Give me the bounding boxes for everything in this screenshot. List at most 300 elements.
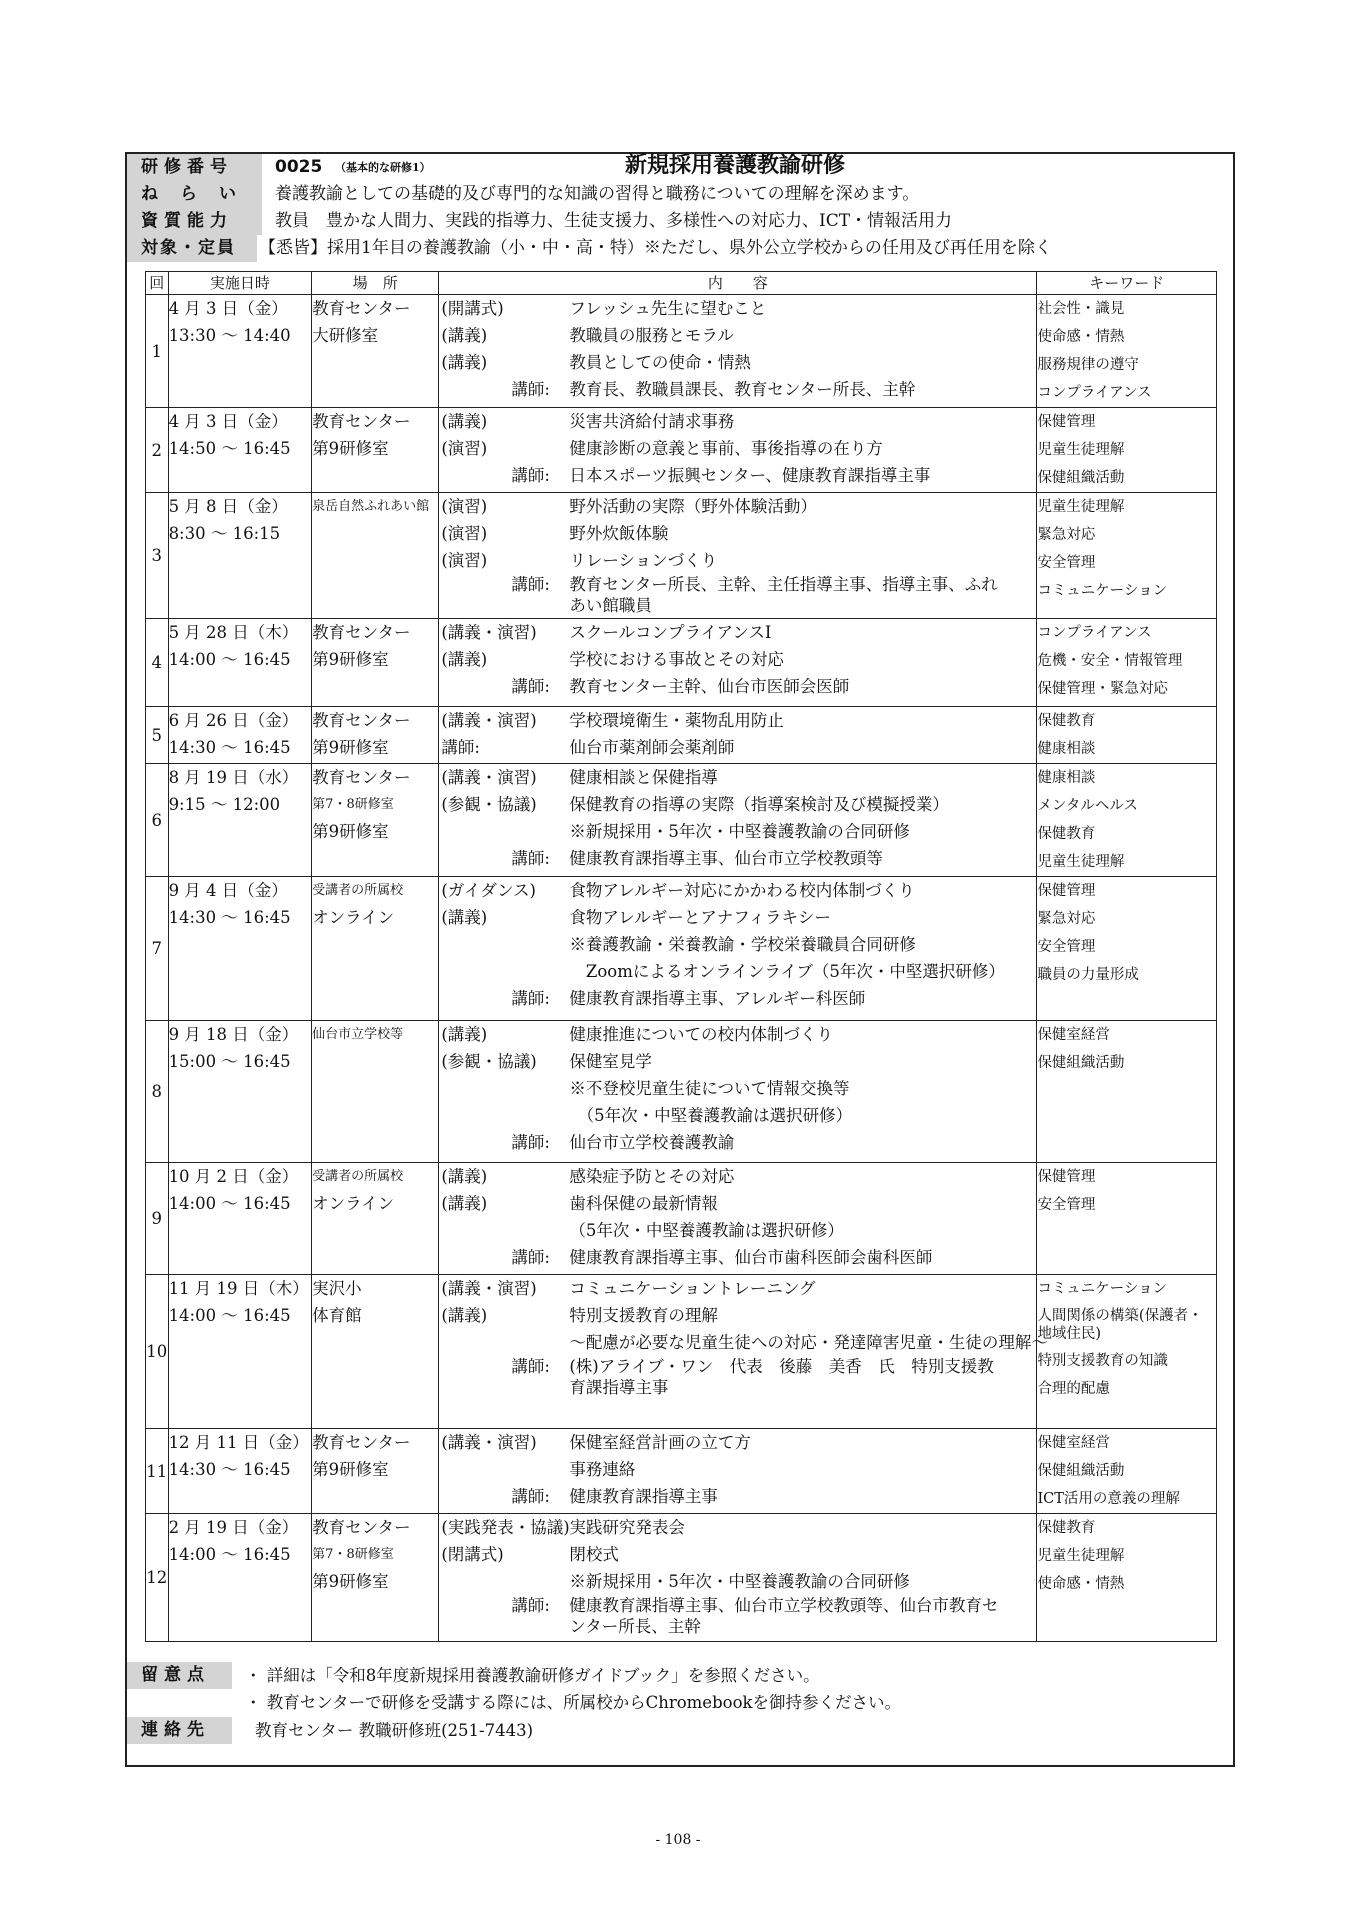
content-type: (講義・演習) — [441, 1279, 537, 1298]
content-type: (参観・協議) — [441, 795, 537, 814]
session-row — [146, 764, 1217, 877]
content-topic: 仙台市薬剤師会薬剤師 — [569, 738, 735, 757]
content-topic: 感染症予防とその対応 — [569, 1167, 735, 1186]
lecturer-names: (株)アライブ・ワン 代表 後藤 美香 氏 特別支援教育課指導主事 — [569, 1357, 994, 1397]
place-line: 教育センター — [312, 299, 411, 318]
session-place — [312, 707, 439, 764]
session-keywords — [1037, 707, 1217, 764]
keyword: 緊急対応 — [1037, 911, 1096, 927]
session-keywords — [1037, 408, 1217, 493]
keyword: 健康相談 — [1037, 741, 1096, 757]
keyword: 保健教育 — [1037, 826, 1096, 842]
content-line — [439, 1541, 1036, 1568]
keyword: 健康相談 — [1037, 770, 1096, 786]
content-topic: （5年次・中堅養護教諭は選択研修） — [569, 1221, 844, 1240]
keyword: 保健管理・緊急対応 — [1037, 681, 1168, 697]
session-time: 14:00 ～ 16:45 — [168, 650, 291, 669]
content-topic: ～配慮が必要な児童生徒への対応・発達障害児童・生徒の理解～ — [569, 1333, 1048, 1352]
keyword: 特別支援教育の知識 — [1037, 1353, 1168, 1369]
content-line — [439, 734, 1036, 761]
session-datetime — [168, 1163, 312, 1275]
keyword: 保健管理 — [1037, 1169, 1096, 1185]
keyword: 保健管理 — [1037, 414, 1096, 430]
lecturer-line — [439, 376, 1036, 403]
lecturer-label: 講師: — [511, 1357, 550, 1376]
session-content — [439, 493, 1037, 619]
aim-label: ねらい — [127, 181, 262, 208]
session-time: 14:00 ～ 16:45 — [168, 1194, 291, 1213]
content-topic: 食物アレルギー対応にかかわる校内体制づくり — [569, 881, 915, 900]
lecturer-line — [439, 1595, 1036, 1639]
content-line — [439, 547, 1036, 574]
content-topic: 歯科保健の最新情報 — [569, 1194, 718, 1213]
content-topic: 実践研究発表会 — [569, 1518, 685, 1537]
keyword: 児童生徒理解 — [1037, 442, 1125, 458]
content-line — [439, 764, 1036, 791]
session-keywords — [1037, 619, 1217, 707]
session-time: 15:00 ～ 16:45 — [168, 1052, 291, 1071]
session-content — [439, 1429, 1037, 1514]
content-type: (参観・協議) — [441, 1052, 537, 1071]
content-type: (講義) — [441, 1025, 488, 1044]
session-content — [439, 1021, 1037, 1163]
content-topic: 災害共済給付請求事務 — [569, 412, 735, 431]
lecturer-line — [439, 1244, 1036, 1271]
keyword: 服務規律の遵守 — [1037, 357, 1139, 373]
session-date: 5 月 8 日（金） — [168, 497, 288, 516]
session-date: 4 月 3 日（金） — [168, 412, 288, 431]
lecturer-label: 講師: — [511, 466, 550, 485]
content-line — [439, 646, 1036, 673]
session-date: 2 月 19 日（金） — [168, 1518, 299, 1537]
lecturer-names: 日本スポーツ振興センター、健康教育課指導主事 — [569, 466, 931, 485]
place-line: 教育センター — [312, 412, 411, 431]
place-line: 第9研修室 — [312, 650, 389, 669]
lecturer-line — [439, 845, 1036, 872]
session-content — [439, 1275, 1048, 1429]
session-row — [146, 1275, 1217, 1429]
note-2: ・ 教育センターで研修を受講する際には、所属校からChromebookを御持参ください。 — [245, 1693, 901, 1712]
keyword: 保健教育 — [1037, 1520, 1096, 1536]
schedule-header-row — [146, 272, 1217, 295]
content-type: (講義・演習) — [441, 1433, 537, 1452]
session-keywords — [1037, 295, 1217, 408]
session-keywords — [1037, 1514, 1217, 1642]
content-topic: 野外炊飯体験 — [569, 524, 669, 543]
session-place — [312, 493, 439, 619]
training-number-note: （基本的な研修1） — [335, 161, 431, 174]
session-row — [146, 295, 1217, 408]
content-line — [439, 349, 1036, 376]
content-type: (講義) — [441, 412, 488, 431]
session-time: 14:30 ～ 16:45 — [168, 908, 291, 927]
session-datetime — [168, 1514, 312, 1642]
place-line: 体育館 — [312, 1306, 362, 1325]
content-topic: 健康推進についての校内体制づくり — [569, 1025, 834, 1044]
session-datetime — [168, 707, 312, 764]
session-keywords — [1037, 764, 1217, 877]
header-date: 実施日時 — [168, 272, 312, 295]
contact-label: 連絡先 — [127, 1717, 232, 1744]
keyword: コンプライアンス — [1037, 385, 1152, 401]
header-target-row — [127, 235, 1233, 262]
content-type: (講義) — [441, 1167, 488, 1186]
content-topic: リレーションづくり — [569, 551, 718, 570]
content-type: (講義) — [441, 326, 488, 345]
place-line: 教育センター — [312, 623, 411, 642]
place-line: 第7・8研修室 — [312, 797, 394, 812]
lecturer-line — [439, 1356, 1036, 1400]
content-line — [439, 877, 1036, 904]
keyword: 保健管理 — [1037, 883, 1096, 899]
content-topic: 保健教育の指導の実際（指導案検討及び模擬授業） — [569, 795, 949, 814]
content-line — [439, 904, 1036, 931]
place-line: 第7・8研修室 — [312, 1547, 394, 1562]
session-keywords — [1037, 493, 1217, 619]
content-topic: 学校環境衛生・薬物乱用防止 — [569, 711, 784, 730]
session-place — [312, 1275, 439, 1429]
content-line — [439, 1275, 1036, 1302]
lecturer-names: 健康教育課指導主事、仙台市立学校教頭等、仙台市教育センター所長、主幹 — [569, 1596, 999, 1636]
ability-label: 資質能力 — [127, 208, 262, 235]
keyword: メンタルヘルス — [1037, 798, 1138, 814]
session-content — [439, 295, 1037, 408]
content-line — [439, 1217, 1036, 1244]
content-topic: ※新規採用・5年次・中堅養護教諭の合同研修 — [569, 1572, 910, 1591]
session-datetime — [168, 1021, 312, 1163]
content-topic: ※養護教諭・栄養教諭・学校栄養職員合同研修 — [569, 935, 916, 954]
keyword: 保健室経営 — [1037, 1027, 1110, 1043]
place-line: オンライン — [312, 908, 395, 927]
content-type: (演習) — [441, 551, 488, 570]
session-place — [312, 1514, 439, 1642]
session-keywords — [1037, 1275, 1217, 1429]
lecturer-line — [439, 1483, 1036, 1510]
session-date: 8 月 19 日（水） — [168, 768, 299, 787]
session-date: 9 月 18 日（金） — [168, 1025, 299, 1044]
session-datetime — [168, 493, 312, 619]
keyword: 使命感・情熱 — [1037, 1576, 1125, 1592]
session-date: 4 月 3 日（金） — [168, 299, 288, 318]
content-line — [439, 931, 1036, 958]
place-line: 第9研修室 — [312, 1460, 389, 1479]
place-line: 第9研修室 — [312, 738, 389, 757]
header-no: 回 — [146, 272, 169, 295]
content-topic: フレッシュ先生に望むこと — [569, 299, 767, 318]
place-line: 第9研修室 — [312, 822, 389, 841]
session-content — [439, 877, 1037, 1021]
session-datetime — [168, 408, 312, 493]
session-number: 9 — [146, 1163, 169, 1275]
page-number: - 108 - — [655, 1832, 701, 1848]
lecturer-names: 健康教育課指導主事、仙台市歯科医師会歯科医師 — [569, 1248, 933, 1267]
session-time: 13:30 ～ 14:40 — [168, 326, 291, 345]
session-number: 5 — [146, 707, 169, 764]
place-line: オンライン — [312, 1194, 395, 1213]
keyword: 保健室経営 — [1037, 1435, 1110, 1451]
content-line — [439, 1514, 1036, 1541]
keyword: 保健組織活動 — [1037, 1055, 1125, 1071]
content-line — [439, 958, 1036, 985]
place-line: 第9研修室 — [312, 1572, 389, 1591]
session-time: 14:30 ～ 16:45 — [168, 1460, 291, 1479]
content-type: (講義・演習) — [441, 711, 537, 730]
content-type: (演習) — [441, 524, 488, 543]
keyword: コンプライアンス — [1037, 625, 1152, 641]
session-place — [312, 1021, 439, 1163]
content-line — [439, 1075, 1036, 1102]
content-topic: コミュニケーショントレーニング — [569, 1279, 816, 1298]
content-topic: 教員としての使命・情熱 — [569, 353, 751, 372]
content-type: (講義) — [441, 908, 488, 927]
content-line — [439, 1163, 1036, 1190]
session-place — [312, 1429, 439, 1514]
keyword: 保健組織活動 — [1037, 1463, 1125, 1479]
target-text: 【悉皆】採用1年目の養護教諭（小・中・高・特）※ただし、県外公立学校からの任用及び再任用を除く — [259, 238, 1052, 258]
session-date: 11 月 19 日（木） — [168, 1279, 309, 1298]
session-keywords — [1037, 1021, 1217, 1163]
session-datetime — [168, 295, 312, 408]
session-datetime — [168, 1429, 312, 1514]
lecturer-label: 講師: — [511, 575, 550, 594]
training-sheet — [125, 152, 1235, 1767]
notes-label: 留意点 — [127, 1662, 232, 1689]
keyword: 保健組織活動 — [1037, 470, 1125, 486]
session-content — [439, 1514, 1037, 1642]
keyword: コミュニケーション — [1037, 1281, 1168, 1297]
content-topic: 教職員の服務とモラル — [569, 326, 734, 345]
content-type: 講師: — [441, 738, 480, 757]
place-line: 第9研修室 — [312, 439, 389, 458]
content-topic: ※新規採用・5年次・中堅養護教諭の合同研修 — [569, 822, 910, 841]
content-line — [439, 791, 1036, 818]
content-type: (開講式) — [441, 299, 504, 318]
content-type: (講義) — [441, 1306, 488, 1325]
lecturer-label: 講師: — [511, 989, 550, 1008]
content-type: (講義) — [441, 353, 488, 372]
session-row — [146, 1021, 1217, 1163]
session-row — [146, 408, 1217, 493]
content-topic: 保健室経営計画の立て方 — [569, 1433, 751, 1452]
session-row — [146, 877, 1217, 1021]
session-keywords — [1037, 877, 1217, 1021]
session-row — [146, 1429, 1217, 1514]
header-content: 内 容 — [439, 272, 1037, 295]
lecturer-names: 健康教育課指導主事 — [569, 1487, 718, 1506]
session-time: 14:50 ～ 16:45 — [168, 439, 291, 458]
keyword: 児童生徒理解 — [1037, 1548, 1125, 1564]
content-type: (演習) — [441, 497, 488, 516]
session-number: 3 — [146, 493, 169, 619]
lecturer-line — [439, 985, 1036, 1012]
session-time: 14:00 ～ 16:45 — [168, 1306, 291, 1325]
header-ability-row — [127, 208, 1233, 235]
content-line — [439, 408, 1036, 435]
session-keywords — [1037, 1429, 1217, 1514]
content-line — [439, 1021, 1036, 1048]
keyword: 児童生徒理解 — [1037, 854, 1125, 870]
content-line — [439, 1102, 1036, 1129]
place-line: 教育センター — [312, 1433, 411, 1452]
content-topic: 学校における事故とその対応 — [569, 650, 784, 669]
lecturer-label: 講師: — [511, 1248, 550, 1267]
content-line — [439, 493, 1036, 520]
content-topic: 野外活動の実際（野外体験活動） — [569, 497, 817, 516]
page-title: 新規採用養護教諭研修 — [625, 153, 846, 178]
content-topic: ※不登校児童生徒について情報交換等 — [569, 1079, 850, 1098]
content-type: (講義・演習) — [441, 623, 537, 642]
lecturer-line — [439, 1129, 1036, 1156]
keyword: 職員の力量形成 — [1037, 967, 1139, 983]
content-type: (講義) — [441, 1194, 488, 1213]
content-topic: 食物アレルギーとアナフィラキシー — [569, 908, 831, 927]
session-number: 4 — [146, 619, 169, 707]
session-date: 6 月 26 日（金） — [168, 711, 299, 730]
place-line: 教育センター — [312, 768, 411, 787]
keyword: 使命感・情熱 — [1037, 329, 1125, 345]
lecturer-names: 健康教育課指導主事、仙台市立学校教頭等 — [569, 849, 883, 868]
content-type: (講義) — [441, 650, 488, 669]
content-line — [439, 295, 1036, 322]
session-number: 7 — [146, 877, 169, 1021]
content-line — [439, 1456, 1036, 1483]
content-topic: 健康相談と保健指導 — [569, 768, 718, 787]
place-line: 受講者の所属校 — [312, 1169, 404, 1184]
ability-text: 教員 豊かな人間力、実践的指導力、生徒支援力、多様性への対応力、ICT・情報活用力 — [275, 211, 953, 231]
session-datetime — [168, 619, 312, 707]
session-time: 8:30 ～ 16:15 — [168, 524, 281, 543]
place-line: 実沢小 — [312, 1279, 362, 1298]
content-topic: 閉校式 — [569, 1545, 619, 1564]
session-time: 9:15 ～ 12:00 — [168, 795, 281, 814]
header-keywords: キーワード — [1037, 272, 1217, 295]
keyword: 保健教育 — [1037, 713, 1096, 729]
header-number-row — [127, 154, 1233, 181]
keyword: 安全管理 — [1037, 939, 1096, 955]
session-content — [439, 408, 1037, 493]
lecturer-label: 講師: — [511, 849, 550, 868]
session-number: 8 — [146, 1021, 169, 1163]
lecturer-names: 教育長、教職員課長、教育センター所長、主幹 — [569, 380, 916, 399]
keyword: 緊急対応 — [1037, 527, 1096, 543]
session-place — [312, 295, 439, 408]
content-line — [439, 1429, 1036, 1456]
content-topic: （5年次・中堅養護教諭は選択研修） — [569, 1106, 853, 1125]
place-line: 教育センター — [312, 711, 411, 730]
content-line — [439, 619, 1036, 646]
session-place — [312, 1163, 439, 1275]
keyword: コミュニケーション — [1037, 583, 1168, 599]
keyword: 合理的配慮 — [1037, 1381, 1110, 1397]
session-datetime — [168, 1275, 312, 1429]
content-line — [439, 1302, 1036, 1329]
session-time: 14:00 ～ 16:45 — [168, 1545, 291, 1564]
session-time: 14:30 ～ 16:45 — [168, 738, 291, 757]
content-topic: 保健室見学 — [569, 1052, 652, 1071]
session-content — [439, 1163, 1037, 1275]
session-place — [312, 408, 439, 493]
keyword: ICT活用の意義の理解 — [1037, 1491, 1180, 1507]
content-line — [439, 1329, 1048, 1356]
content-line — [439, 818, 1036, 845]
session-place — [312, 619, 439, 707]
content-topic: スクールコンプライアンスⅠ — [569, 623, 772, 642]
session-number: 10 — [146, 1275, 169, 1429]
place-line: 仙台市立学校等 — [312, 1027, 404, 1042]
session-date: 9 月 4 日（金） — [168, 881, 288, 900]
content-line — [439, 322, 1036, 349]
session-number: 11 — [146, 1429, 169, 1514]
content-type: (実践発表・協議) — [441, 1518, 570, 1537]
place-line: 大研修室 — [312, 326, 379, 345]
content-line — [439, 1048, 1036, 1075]
session-content — [439, 707, 1037, 764]
number-label: 研修番号 — [127, 154, 262, 181]
lecturer-label: 講師: — [511, 1133, 550, 1152]
aim-text: 養護教諭としての基礎的及び専門的な知識の習得と職務についての理解を深めます。 — [275, 184, 920, 204]
content-type: (ガイダンス) — [441, 881, 536, 900]
lecturer-names: 健康教育課指導主事、アレルギー科医師 — [569, 989, 866, 1008]
session-datetime — [168, 877, 312, 1021]
session-content — [439, 619, 1037, 707]
content-type: (閉講式) — [441, 1545, 504, 1564]
place-line: 教育センター — [312, 1518, 411, 1537]
header-place: 場 所 — [312, 272, 439, 295]
header-aim-row — [127, 181, 1233, 208]
contact-text: 教育センター 教職研修班(251-7443) — [255, 1721, 534, 1740]
content-topic: 特別支援教育の理解 — [569, 1306, 718, 1325]
note-1: ・ 詳細は「令和8年度新規採用養護教諭研修ガイドブック」を参照ください。 — [245, 1666, 820, 1685]
session-row — [146, 1163, 1217, 1275]
content-line — [439, 707, 1036, 734]
session-date: 12 月 11 日（金） — [168, 1433, 309, 1452]
session-row — [146, 619, 1217, 707]
content-topic: Zoomによるオンラインライブ（5年次・中堅選択研修） — [569, 962, 1005, 981]
content-line — [439, 520, 1036, 547]
content-line — [439, 1190, 1036, 1217]
keyword: 危機・安全・情報管理 — [1037, 653, 1183, 669]
session-place — [312, 764, 439, 877]
keyword: 人間関係の構築(保護者・地域住民) — [1037, 1308, 1203, 1342]
place-line: 受講者の所属校 — [312, 883, 404, 898]
lecturer-label: 講師: — [511, 380, 550, 399]
session-number: 6 — [146, 764, 169, 877]
session-keywords — [1037, 1163, 1217, 1275]
lecturer-label: 講師: — [511, 1487, 550, 1506]
content-type: (講義・演習) — [441, 768, 537, 787]
training-number: 0025 — [275, 157, 323, 177]
target-label: 対象・定員 — [127, 235, 257, 262]
session-datetime — [168, 764, 312, 877]
session-number: 1 — [146, 295, 169, 408]
content-line — [439, 435, 1036, 462]
place-line: 泉岳自然ふれあい館 — [312, 499, 430, 514]
keyword: 児童生徒理解 — [1037, 499, 1125, 515]
content-type: (演習) — [441, 439, 488, 458]
keyword: 社会性・識見 — [1037, 301, 1125, 317]
lecturer-label: 講師: — [511, 1596, 550, 1615]
lecturer-names: 教育センター主幹、仙台市医師会医師 — [569, 677, 850, 696]
content-topic: 事務連絡 — [569, 1460, 636, 1479]
session-date: 10 月 2 日（金） — [168, 1167, 299, 1186]
lecturer-line — [439, 574, 1036, 618]
session-place — [312, 877, 439, 1021]
session-number: 2 — [146, 408, 169, 493]
session-content — [439, 764, 1037, 877]
session-date: 5 月 28 日（木） — [168, 623, 299, 642]
lecturer-line — [439, 462, 1036, 489]
lecturer-label: 講師: — [511, 677, 550, 696]
